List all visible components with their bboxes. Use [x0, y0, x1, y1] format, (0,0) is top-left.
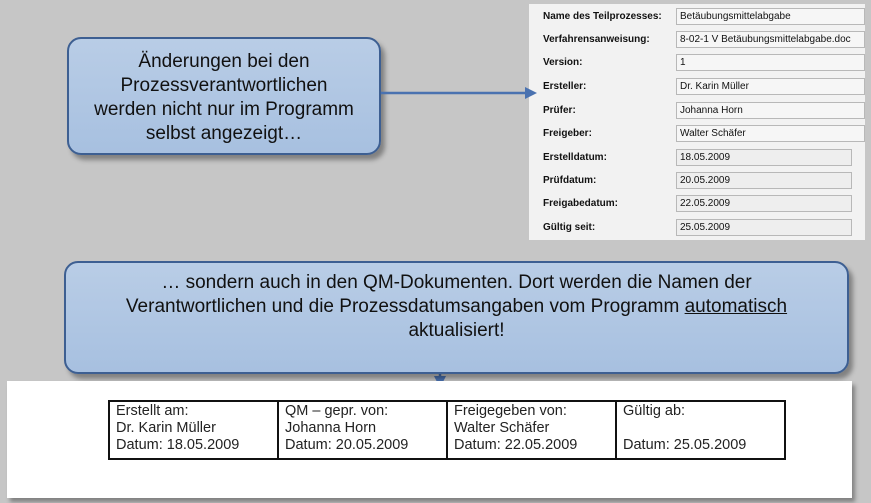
signature-cell-valid	[616, 401, 785, 459]
form-field-reviewer[interactable]: Johanna Horn	[676, 102, 865, 119]
form-field-creator[interactable]: Dr. Karin Müller	[676, 78, 865, 95]
cell-heading: Erstellt am:	[116, 403, 189, 419]
form-label: Prüfdatum:	[543, 175, 597, 186]
cell-heading: Gültig ab:	[623, 403, 686, 419]
form-label: Erstelldatum:	[543, 152, 607, 163]
callout-top-line-2: Prozessverantwortlichen	[120, 75, 328, 96]
signature-cell-approved	[447, 401, 616, 459]
cell-heading: Freigegeben von:	[454, 403, 567, 419]
form-label: Freigabedatum:	[543, 198, 619, 209]
form-field-reviewed-date[interactable]: 20.05.2009	[676, 172, 852, 189]
cell-name: Walter Schäfer	[454, 420, 550, 436]
form-field-version[interactable]: 1	[676, 54, 865, 71]
form-label: Prüfer:	[543, 105, 576, 116]
cell-name: Johanna Horn	[285, 420, 377, 436]
cell-date: Datum: 20.05.2009	[285, 437, 409, 453]
qm-document-excerpt	[7, 381, 852, 498]
cell-date: Datum: 25.05.2009	[623, 437, 747, 453]
signature-cell-created	[109, 401, 278, 459]
form-label: Freigeber:	[543, 128, 592, 139]
cell-name: Dr. Karin Müller	[116, 420, 216, 436]
callout-bottom-line-3: aktualisiert!	[408, 320, 505, 341]
form-label: Version:	[543, 57, 583, 68]
form-label: Gültig seit:	[543, 222, 596, 233]
cell-date: Datum: 18.05.2009	[116, 437, 240, 453]
callout-bottom-line-1: … sondern auch in den QM-Dokumenten. Dort werden die Namen der	[161, 272, 752, 293]
form-label: Ersteller:	[543, 81, 587, 92]
cell-name	[623, 420, 778, 437]
form-field-valid-since[interactable]: 25.05.2009	[676, 219, 852, 236]
cell-heading: QM – gepr. von:	[285, 403, 389, 419]
form-field-procedure[interactable]: 8-02-1 V Betäubungsmittelabgabe.doc	[676, 31, 865, 48]
callout-bottom-line-2	[96, 295, 817, 319]
cell-date: Datum: 22.05.2009	[454, 437, 578, 453]
callout-top-line-4: selbst angezeigt…	[145, 123, 303, 144]
form-label: Name des Teilprozesses:	[543, 11, 662, 22]
callout-top-line-3: werden nicht nur im Programm	[94, 99, 354, 120]
callout-bottom-line-2-text: Verantwortlichen und die Prozessdatumsangaben vom Programm	[125, 296, 685, 317]
form-field-approval-date[interactable]: 22.05.2009	[676, 195, 852, 212]
signature-cell-reviewed	[278, 401, 447, 459]
form-field-approver[interactable]: Walter Schäfer	[676, 125, 865, 142]
callout-bottom-emphasis: automatisch	[684, 296, 788, 317]
signature-table	[108, 400, 786, 460]
callout-bottom	[64, 261, 849, 374]
arrow-to-form-icon	[381, 87, 537, 99]
callout-top-line-1: Änderungen bei den	[138, 51, 310, 72]
form-field-name[interactable]: Betäubungsmittelabgabe	[676, 8, 865, 25]
form-field-created-date[interactable]: 18.05.2009	[676, 149, 852, 166]
form-label: Verfahrensanweisung:	[543, 34, 650, 45]
